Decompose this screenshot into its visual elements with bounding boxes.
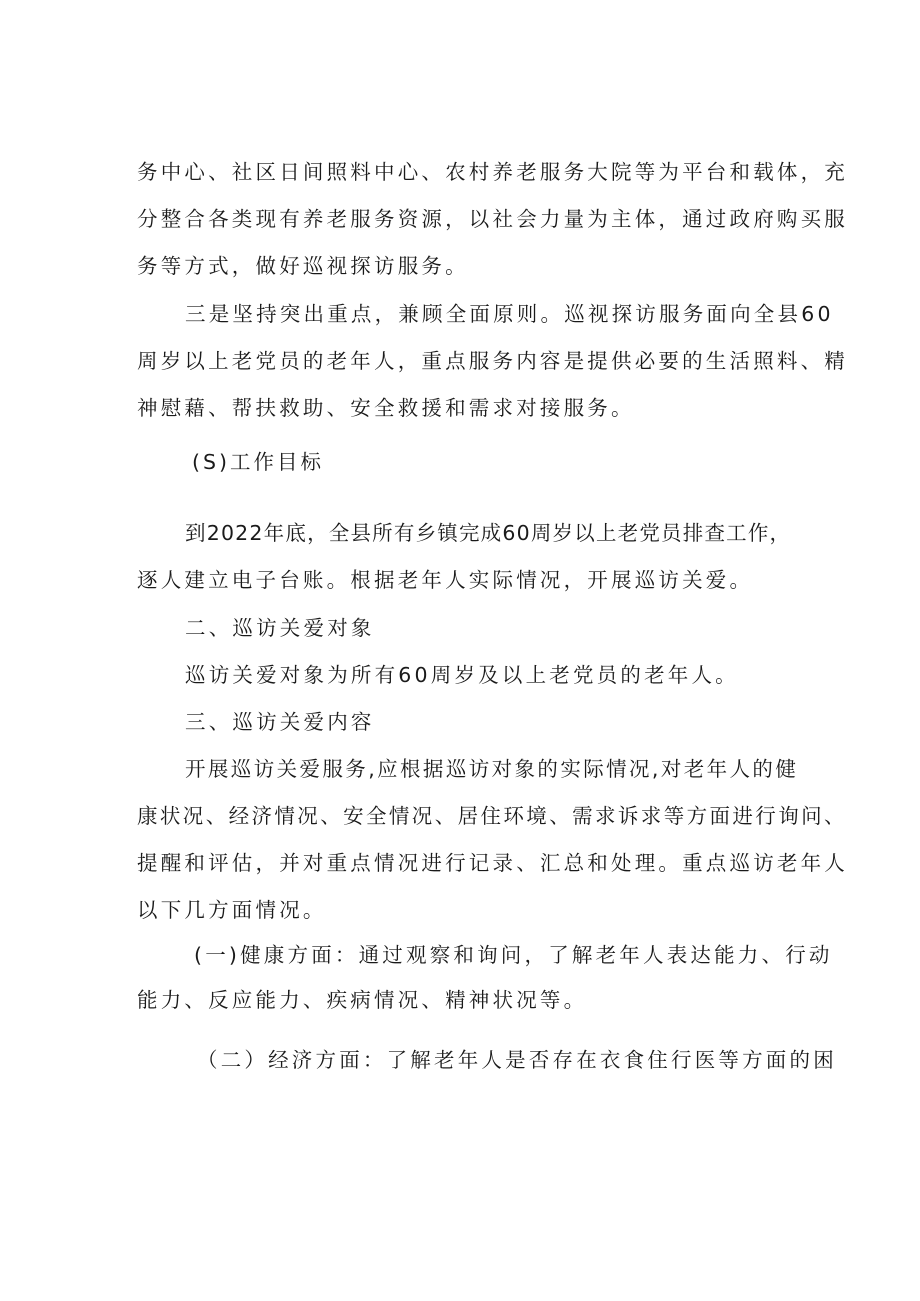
paragraph-line: (一)健康方面：通过观察和询问，了解老年人表达能力、行动: [194, 943, 833, 967]
section-heading: 三、巡访关爱内容: [185, 710, 375, 734]
paragraph-line: 以下几方面情况。: [137, 898, 327, 922]
section-heading: (S)工作目标: [192, 450, 325, 474]
paragraph-line: 到2022年底，全县所有乡镇完成60周岁以上老党员排查工作，: [185, 521, 792, 545]
paragraph-line: 务中心、社区日间照料中心、农村养老服务大院等为平台和载体，充: [137, 160, 848, 184]
paragraph-line: （二）经济方面：了解老年人是否存在衣食住行医等方面的困: [197, 1048, 837, 1072]
paragraph-line: 逐人建立电子台账。根据老年人实际情况，开展巡访关爱。: [137, 568, 754, 592]
paragraph-line: 神慰藉、帮扶救助、安全救援和需求对接服务。: [137, 396, 635, 420]
paragraph-line: 提醒和评估，并对重点情况进行记录、汇总和处理。重点巡访老年人: [137, 851, 848, 875]
paragraph-line: 务等方式，做好巡视探访服务。: [137, 254, 469, 278]
paragraph-line: 三是坚持突出重点，兼顾全面原则。巡视探访服务面向全县60: [185, 302, 834, 326]
paragraph-line: 周岁以上老党员的老年人，重点服务内容是提供必要的生活照料、精: [137, 349, 848, 373]
paragraph-line: 能力、反应能力、疾病情况、精神状况等。: [137, 988, 588, 1012]
paragraph-line: 开展巡访关爱服务,应根据巡访对象的实际情况,对老年人的健: [185, 757, 799, 781]
section-heading: 二、巡访关爱对象: [185, 616, 375, 640]
paragraph-line: 分整合各类现有养老服务资源，以社会力量为主体，通过政府购买服: [137, 207, 848, 231]
paragraph-line: 康状况、经济情况、安全情况、居住环境、需求诉求等方面进行询问、: [137, 804, 847, 828]
paragraph-line: 巡访关爱对象为所有60周岁及以上老党员的老年人。: [185, 663, 739, 687]
